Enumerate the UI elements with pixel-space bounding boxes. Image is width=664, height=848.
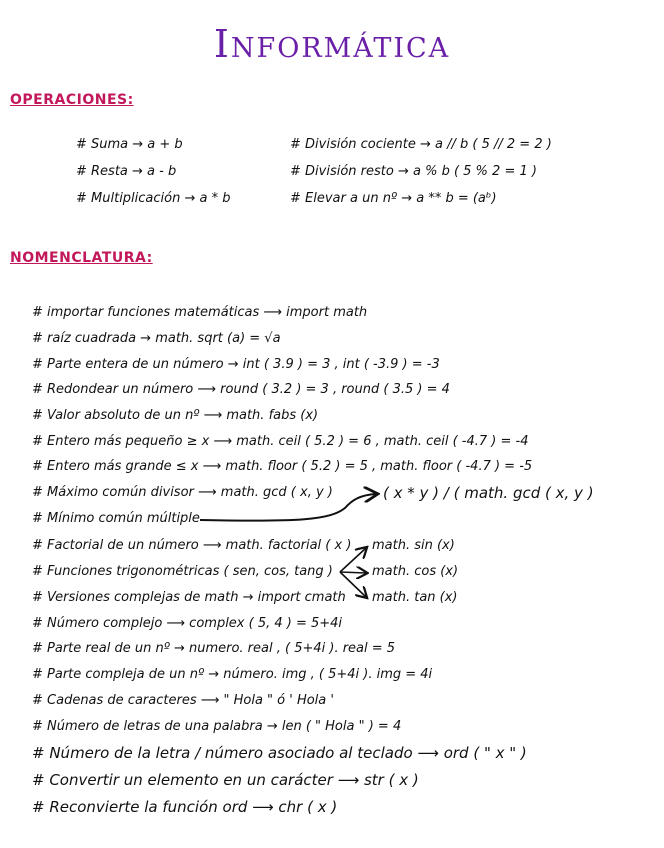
line-chr: # Reconvierte la función ord ⟶ chr ( x ) [32,798,338,816]
line-parte-real: # Parte real de un nº → numero. real , ( 5+4i ). real = 5 [32,641,396,656]
line-ord: # Número de la letra / número asociado al teclado ⟶ ord ( " x " ) [32,744,527,762]
op-elevar: # Elevar a un nº → a ** b = (aᵇ) [290,191,497,206]
op-division-resto: # División resto → a % b ( 5 % 2 = 1 ) [290,164,537,179]
mcm-formula: ( x * y ) / ( math. gcd ( x, y ) [383,484,594,502]
page-title: Informática [213,22,451,66]
trig-tan: math. tan (x) [372,590,458,605]
line-floor: # Entero más grande ≤ x ⟶ math. floor ( 5.2 ) = 5 , math. floor ( -4.7 ) = -5 [32,459,533,474]
line-cadenas: # Cadenas de caracteres ⟶ " Hola " ó ' Hola ' [32,693,334,708]
op-division-cociente: # División cociente → a // b ( 5 // 2 = 2 ) [290,137,552,152]
op-resta: # Resta → a - b [76,164,177,179]
op-suma: # Suma → a + b [76,137,183,152]
line-parte-entera: # Parte entera de un número → int ( 3.9 ) = 3 , int ( -3.9 ) = -3 [32,357,440,372]
line-str: # Convertir un elemento en un carácter ⟶ str ( x ) [32,771,419,789]
trig-arrow-cos [340,572,366,573]
trig-sin: math. sin (x) [372,538,455,553]
line-factorial: # Factorial de un número ⟶ math. factorial ( x ) [32,538,352,553]
line-raiz-cuadrada: # raíz cuadrada → math. sqrt (a) = √a [32,331,281,346]
line-cmath: # Versiones complejas de math → import cmath [32,590,346,605]
line-redondear: # Redondear un número ⟶ round ( 3.2 ) = 3 , round ( 3.5 ) = 4 [32,382,450,397]
operaciones-heading: OPERACIONES: [10,92,134,108]
line-len: # Número de letras de una palabra → len ( " Hola " ) = 4 [32,719,402,734]
op-multiplicacion: # Multiplicación → a * b [76,191,231,206]
line-valor-absoluto: # Valor absoluto de un nº ⟶ math. fabs (x) [32,408,319,423]
trig-cos: math. cos (x) [372,564,459,579]
line-mcm: # Mínimo común múltiple [32,511,200,526]
line-ceil: # Entero más pequeño ≥ x ⟶ math. ceil ( 5.2 ) = 6 , math. ceil ( -4.7 ) = -4 [32,434,529,449]
line-importar-math: # importar funciones matemáticas ⟶ import math [32,305,368,320]
line-parte-compleja: # Parte compleja de un nº → número. img , ( 5+4i ). img = 4i [32,667,433,682]
nomenclatura-heading: NOMENCLATURA: [10,250,153,266]
line-trigonometricas: # Funciones trigonométricas ( sen, cos, tang ) [32,564,333,579]
line-complejo: # Número complejo ⟶ complex ( 5, 4 ) = 5+4i [32,616,343,631]
line-mcd: # Máximo común divisor ⟶ math. gcd ( x, y ) [32,485,333,500]
